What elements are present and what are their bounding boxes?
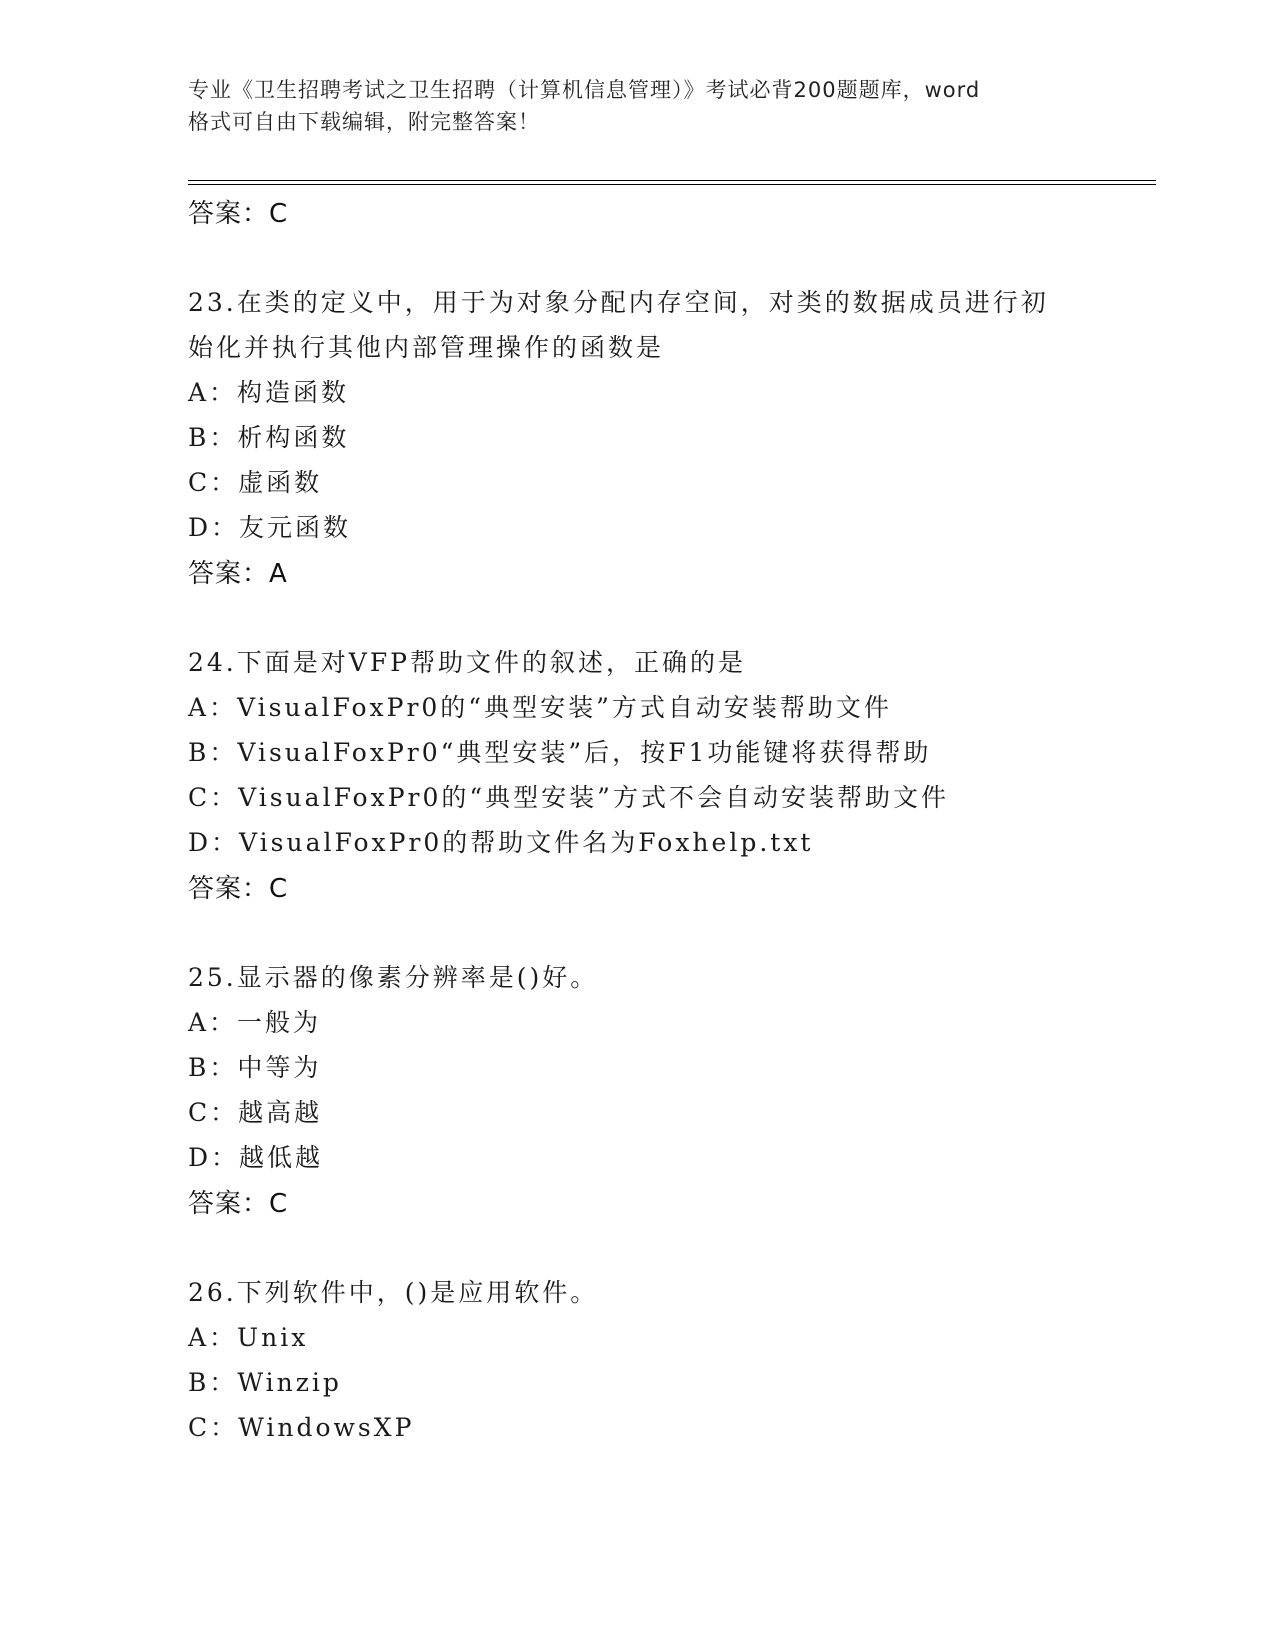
question-24-answer: 答案：C: [188, 874, 289, 904]
question-25-option-b: B：中等为: [188, 1053, 322, 1082]
question-23-option-a: A：构造函数: [188, 378, 350, 407]
question-23-option-d: D：友元函数: [188, 513, 352, 542]
header-divider-thick: [188, 184, 1156, 185]
question-24-option-a: A：VisualFoxPr0的“典型安装”方式自动安装帮助文件: [188, 693, 892, 722]
question-26-option-c: C：WindowsXP: [188, 1413, 415, 1442]
question-24-stem: 24.下面是对VFP帮助文件的叙述，正确的是: [188, 648, 746, 677]
question-23-option-c: C：虚函数: [188, 468, 323, 497]
question-24-option-c: C：VisualFoxPr0的“典型安装”方式不会自动安装帮助文件: [188, 783, 949, 812]
question-25-option-a: A：一般为: [188, 1008, 322, 1037]
document-header: [188, 74, 1088, 138]
question-23-answer: 答案：A: [188, 559, 288, 589]
answer-line: 答案：C: [188, 199, 289, 229]
question-25-answer: 答案：C: [188, 1189, 289, 1219]
header-line-2: 格式可自由下载编辑，附完整答案！: [188, 110, 540, 134]
question-24-option-d: D：VisualFoxPr0的帮助文件名为Foxhelp.txt: [188, 828, 814, 857]
header-line-1: 专业《卫生招聘考试之卫生招聘（计算机信息管理）》考试必背200题题库，word: [188, 78, 981, 102]
question-25-option-d: D：越低越: [188, 1143, 324, 1172]
question-24-option-b: B：VisualFoxPr0“典型安装”后，按F1功能键将获得帮助: [188, 738, 932, 767]
question-26-option-a: A：Unix: [188, 1323, 309, 1352]
question-25-option-c: C：越高越: [188, 1098, 323, 1127]
question-25-stem: 25.显示器的像素分辨率是()好。: [188, 963, 599, 992]
question-23-stem: 23.在类的定义中，用于为对象分配内存空间，对类的数据成员进行初: [188, 288, 1049, 317]
question-26-option-b: B：Winzip: [188, 1368, 342, 1397]
question-23-option-b: B：析构函数: [188, 423, 350, 452]
header-divider-thin: [188, 180, 1156, 181]
question-23-stem-cont: 始化并执行其他内部管理操作的函数是: [188, 333, 665, 362]
question-26-stem: 26.下列软件中，()是应用软件。: [188, 1278, 599, 1307]
